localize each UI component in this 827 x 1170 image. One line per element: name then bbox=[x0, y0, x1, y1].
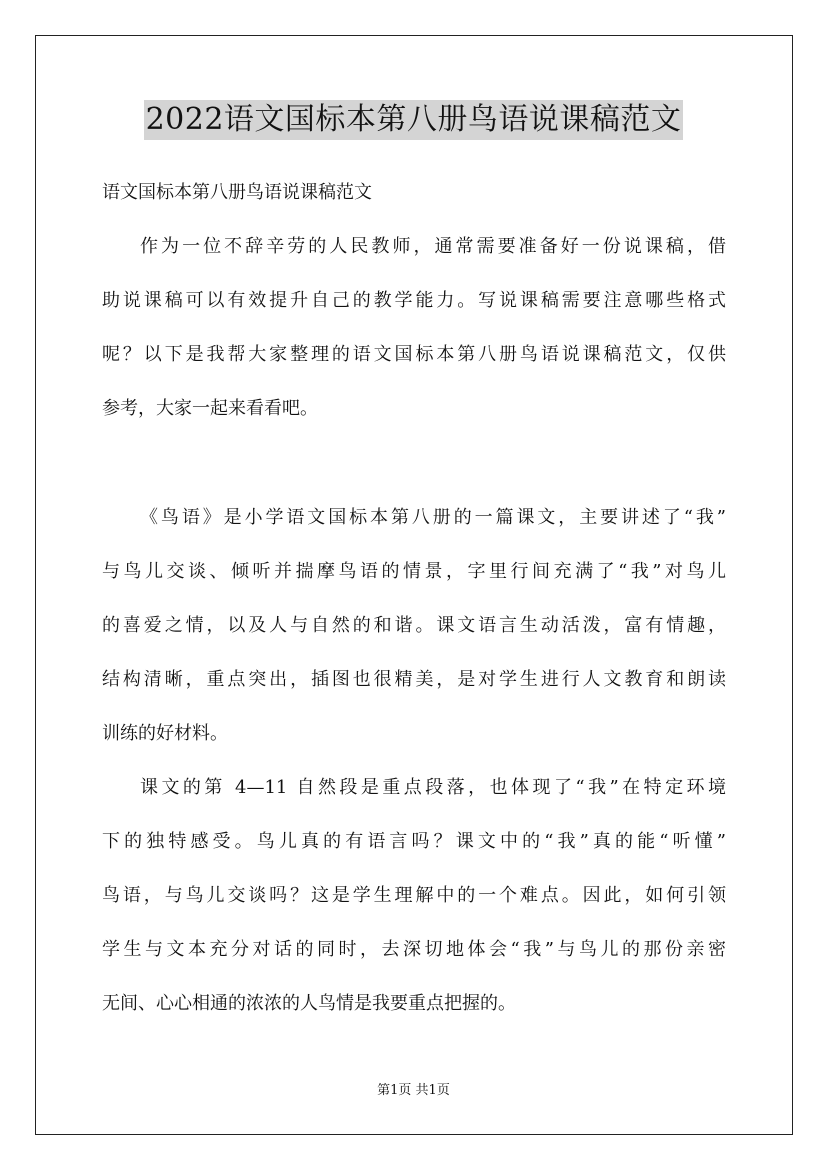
paragraph-line: 的喜爱之情，以及人与自然的和谐。课文语言生动活泼，富有情趣， bbox=[102, 615, 726, 636]
paragraph-line: 参考，大家一起来看看吧。 bbox=[102, 398, 318, 419]
paragraph-line: 结构清晰，重点突出，插图也很精美，是对学生进行人文教育和朗读 bbox=[102, 669, 726, 690]
paragraph-line: 课文的第 4—11 自然段是重点段落，也体现了“我”在特定环境 bbox=[140, 777, 726, 798]
title-container bbox=[0, 100, 827, 140]
paragraph-line: 训练的好材料。 bbox=[102, 723, 228, 744]
paragraph-line: 呢？以下是我帮大家整理的语文国标本第八册鸟语说课稿范文，仅供 bbox=[102, 344, 726, 365]
paragraph-line: 助说课稿可以有效提升自己的教学能力。写说课稿需要注意哪些格式 bbox=[102, 290, 726, 311]
paragraph-line: 鸟语，与鸟儿交谈吗？这是学生理解中的一个难点。因此，如何引领 bbox=[102, 885, 726, 906]
document-title: 2022语文国标本第八册鸟语说课稿范文 bbox=[144, 100, 684, 140]
document-subtitle: 语文国标本第八册鸟语说课稿范文 bbox=[102, 182, 372, 203]
paragraph-line: 下的独特感受。鸟儿真的有语言吗？课文中的“我”真的能“听懂” bbox=[102, 831, 726, 852]
paragraph-line: 与鸟儿交谈、倾听并揣摩鸟语的情景，字里行间充满了“我”对鸟儿 bbox=[102, 561, 726, 582]
page-footer: 第1页 共1页 bbox=[377, 1083, 450, 1098]
paragraph-line: 无间、心心相通的浓浓的人鸟情是我要重点把握的。 bbox=[102, 993, 516, 1014]
paragraph-line: 学生与文本充分对话的同时，去深切地体会“我”与鸟儿的那份亲密 bbox=[102, 939, 726, 960]
paragraph-line: 《鸟语》是小学语文国标本第八册的一篇课文，主要讲述了“我” bbox=[140, 507, 726, 528]
paragraph-line: 作为一位不辞辛劳的人民教师，通常需要准备好一份说课稿，借 bbox=[140, 236, 726, 257]
